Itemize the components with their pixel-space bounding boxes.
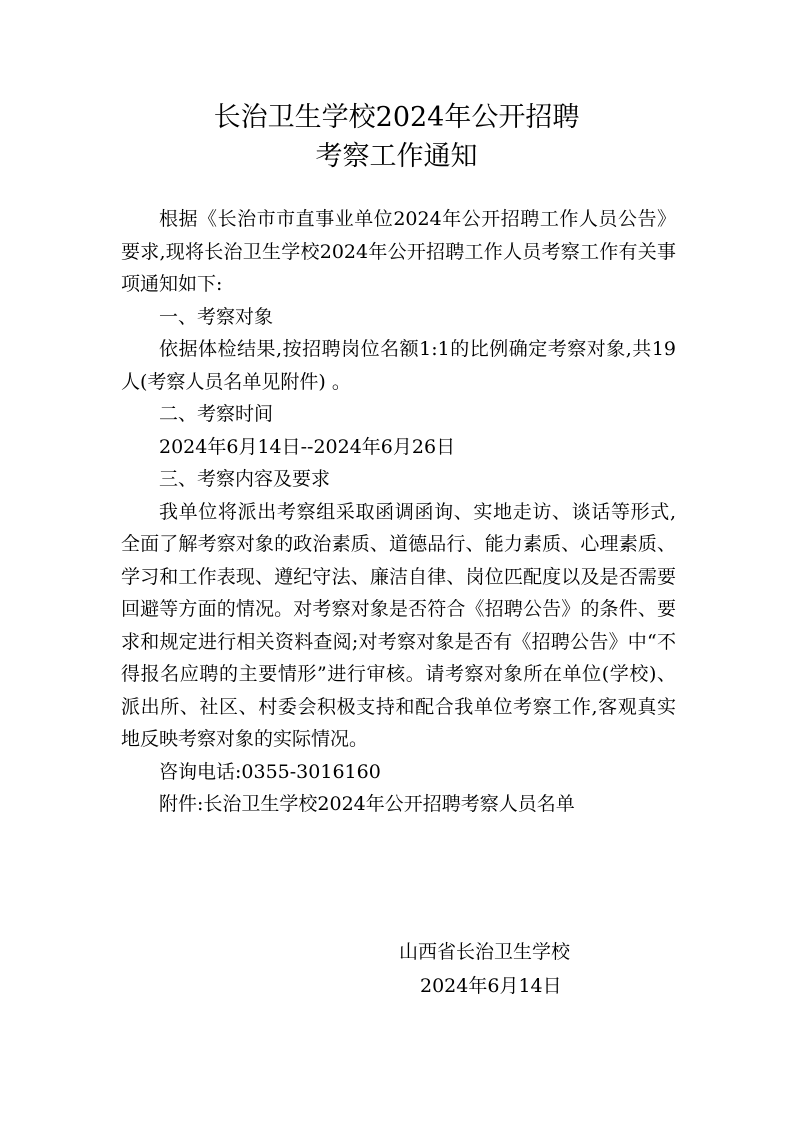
document-body: [121, 203, 676, 821]
signature-date: 2024年6月14日: [420, 975, 562, 997]
section-heading-subjects: 一、考察对象: [159, 305, 274, 328]
section-body-content: 我单位将派出考察组采取函调函询、实地走访、谈话等形式,全面了解考察对象的政治素质、道德品行、能力素质、心理素质、学习和工作表现、遵纪守法、廉洁自律、岗位匹配度以及是否需要回避等方面的情况。对考察对象是否符合《招聘公告》的条件、要求和规定进行相关资料查阅;对考察对象是否有《招聘公告》中“不得报名应聘的主要情形”进行审核。请考察对象所在单位(学校)、派出所、社区、村委会积极支持和配合我单位考察工作,客观真实地反映考察对象的实际情况。: [121, 500, 676, 750]
section-body-time: 2024年6月14日--2024年6月26日: [159, 435, 456, 458]
section-heading-time: 二、考察时间: [159, 403, 274, 425]
document-title: 长治卫生学校2024年公开招聘: [213, 102, 580, 133]
section-heading-content: 三、考察内容及要求: [159, 468, 331, 490]
section-body-subjects: 依据体检结果,按招聘岗位名额1:1的比例确定考察对象,共19人(考察人员名单见附件) 。: [121, 338, 676, 393]
document-subtitle: 考察工作通知: [315, 141, 478, 172]
intro-paragraph: 根据《长治市市直事业单位2024年公开招聘工作人员公告》要求,现将长治卫生学校2024年公开招聘工作人员考察工作有关事项通知如下:: [121, 208, 676, 295]
attachment-note: 附件:长治卫生学校2024年公开招聘考察人员名单: [159, 793, 575, 815]
contact-phone: 咨询电话:0355-3016160: [159, 760, 381, 783]
signature-organization: 山西省长治卫生学校: [399, 941, 571, 963]
